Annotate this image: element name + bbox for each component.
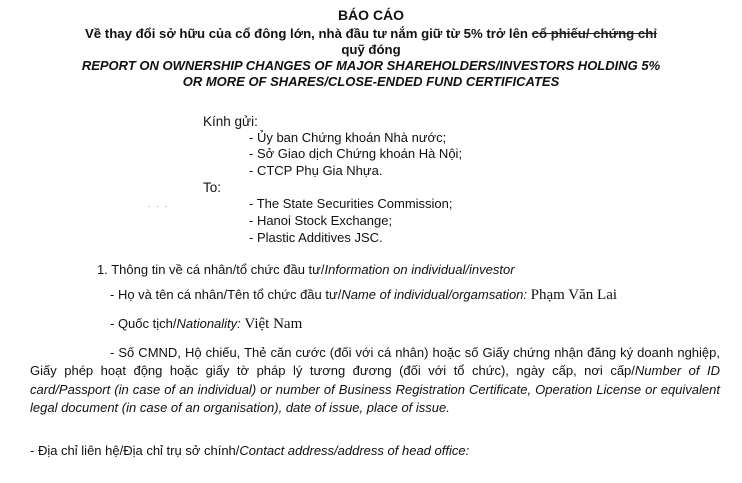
recipients-vi-label: Kính gửi: xyxy=(203,114,258,129)
nationality-row xyxy=(110,316,302,333)
report-title: BÁO CÁO xyxy=(337,7,405,23)
report-title-en-line2: OR MORE OF SHARES/CLOSE-ENDED FUND CERTIFICATES xyxy=(182,74,560,89)
address-label-en: Contact address/address of head office: xyxy=(239,443,470,458)
report-title-en-line1: REPORT ON OWNERSHIP CHANGES OF MAJOR SHAREHOLDERS/INVESTORS HOLDING 5% xyxy=(81,58,661,73)
nationality-label-vi: - Quốc tịch/ xyxy=(110,316,177,331)
name-label-vi: - Họ và tên cá nhân/Tên tổ chức đầu tư/ xyxy=(110,287,342,302)
recipient-vi-item: - Ủy ban Chứng khoán Nhà nước; xyxy=(249,130,447,145)
id-document-paragraph xyxy=(30,344,720,417)
scan-dots-decoration: . . . xyxy=(148,200,170,209)
recipient-en-item: - Plastic Additives JSC. xyxy=(249,230,383,245)
nationality-value: Việt Nam xyxy=(244,316,303,332)
recipient-en-item: - Hanoi Stock Exchange; xyxy=(249,213,393,228)
section1-heading xyxy=(97,262,515,277)
subtitle-vi-struck-text: cổ phiếu/ chứng chỉ xyxy=(531,26,657,41)
subtitle-vi-text: Về thay đổi sở hữu của cổ đông lớn, nhà đầu tư nắm giữ từ 5% trở lên xyxy=(85,26,528,41)
section1-heading-vi: 1. Thông tin về cá nhân/tổ chức đầu tư/ xyxy=(97,262,325,277)
address-label-vi: - Địa chỉ liên hệ/Địa chỉ trụ sở chính/ xyxy=(30,443,240,458)
name-label-en: Name of individual/orgamsation: xyxy=(341,287,528,302)
report-subtitle-vi-line2: quỹ đóng xyxy=(341,42,401,57)
id-text-vi: - Số CMND, Hộ chiếu, Thẻ căn cước (đối với cá nhân) hoặc số Giấy chứng nhận đăng ký doanh nghiệp, Giấy phép hoạt động hoặc giấy tờ pháp lý tương đương (đối với tổ chức), ngày cấp, nơi cấp/ xyxy=(30,345,720,379)
recipient-en-item: - The State Securities Commission; xyxy=(249,196,453,211)
recipients-en-label: To: xyxy=(203,180,222,195)
id-text-en: Number of ID card/Passport (in case of an individual) or number of Business Registration Certificate, Operation License or equivalent legal document (in case of an organisation), date of issue, place of issue. xyxy=(30,363,720,415)
report-subtitle-vi xyxy=(0,26,742,41)
nationality-label-en: Nationality: xyxy=(176,316,241,331)
recipient-vi-item: - Sở Giao dịch Chứng khoán Hà Nội; xyxy=(249,146,463,161)
recipient-vi-item: - CTCP Phụ Gia Nhựa. xyxy=(249,163,383,178)
investor-name-value: Phạm Văn Lai xyxy=(530,287,618,303)
investor-name-row xyxy=(110,287,617,304)
section1-heading-en: Information on individual/investor xyxy=(324,262,515,277)
address-row xyxy=(30,443,469,458)
